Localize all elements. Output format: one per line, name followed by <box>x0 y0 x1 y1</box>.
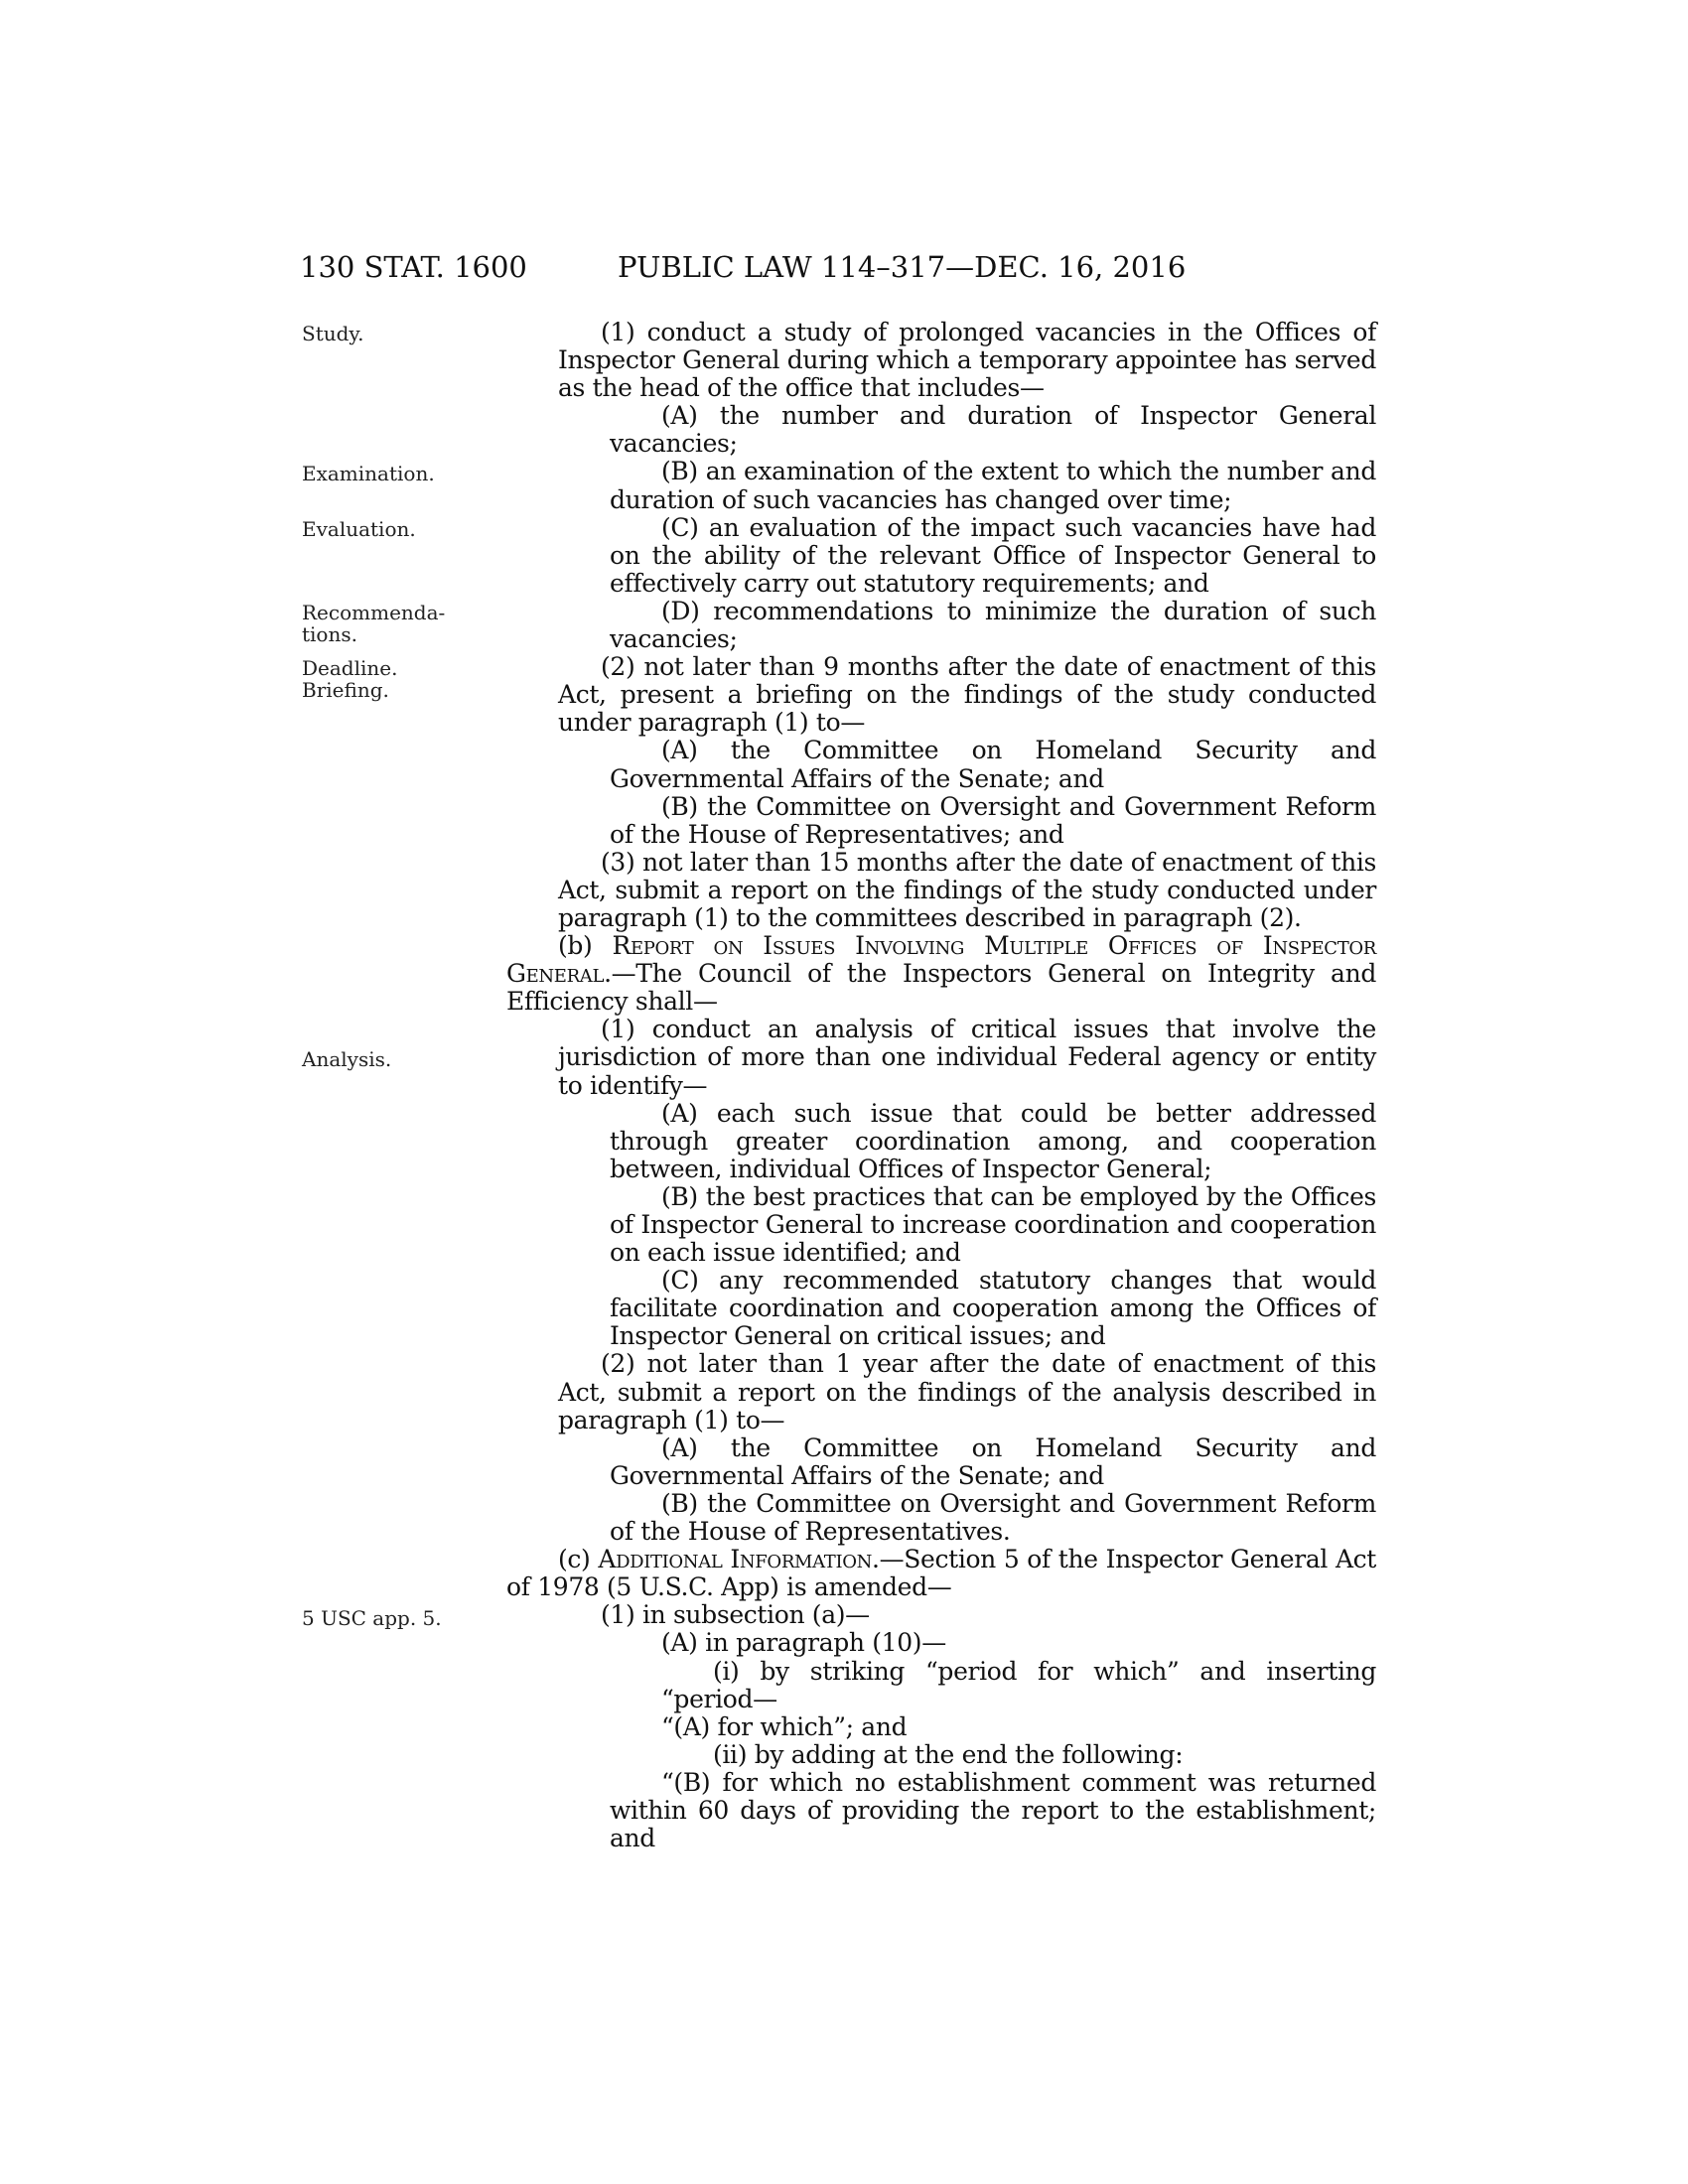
margin-note-deadline: Deadline. <box>302 656 398 680</box>
subsection-c-heading: Additional Information <box>598 1545 873 1574</box>
paragraph-a1: (1) conduct a study of prolonged vacancies in the Offices of Inspector General during which a temporary appointee has served as the head of the office that includes— <box>558 318 1376 403</box>
page-title: PUBLIC LAW 114–317—DEC. 16, 2016 <box>618 250 1187 284</box>
clause-c1-A-ii: (ii) by adding at the end the following: <box>713 1739 1184 1769</box>
margin-note-examination: Examination. <box>302 462 435 485</box>
margin-note-evaluation: Evaluation. <box>302 517 416 541</box>
subparagraph-b2-A: (A) the Committee on Homeland Security and Governmental Affairs of the Senate; and <box>610 1433 1376 1490</box>
subsection-b-heading: Report on Issues Involving Multiple Offices of Inspector General <box>506 931 1376 989</box>
statute-body <box>506 319 1376 1852</box>
subparagraph-b1-C: (C) any recommended statutory changes that would facilitate coordination and cooperation among the Offices of Inspector General on critical issues; and <box>610 1266 1376 1351</box>
subparagraph-a1-A: (A) the number and duration of Inspector General vacancies; <box>610 401 1376 459</box>
paragraph-b2: (2) not later than 1 year after the date of enactment of this Act, submit a report on the findings of the analysis described in paragraph (1) to— <box>558 1349 1376 1434</box>
quoted-subparagraph-B: “(B) for which no establishment comment was returned within 60 days of providing the report to the establishment; and <box>610 1767 1376 1853</box>
margin-note-recommendations-2: tions. <box>302 622 357 646</box>
subsection-b-text: .—The Council of the Inspectors General on Integrity and Efficiency shall— <box>506 959 1376 1017</box>
paragraph-a2: (2) not later than 9 months after the date of enactment of this Act, present a briefing on the findings of the study conducted under paragraph (1) to— <box>558 652 1376 738</box>
margin-note-recommendations-1: Recommenda- <box>302 601 446 624</box>
margin-note-study: Study. <box>302 322 364 345</box>
subsection-c-lead: (c) <box>558 1545 599 1574</box>
paragraph-b1: (1) conduct an analysis of critical issues that involve the jurisdiction of more than one individual Federal agency or entity to identify— <box>558 1015 1376 1100</box>
subparagraph-b1-A: (A) each such issue that could be better addressed through greater coordination among, and cooperation between, individual Offices of Inspector General; <box>610 1098 1376 1183</box>
margin-note-briefing: Briefing. <box>302 678 389 702</box>
subsection-c <box>506 1546 1376 1601</box>
subsection-b <box>506 932 1376 1016</box>
subparagraph-a1-B: (B) an examination of the extent to which the number and duration of such vacancies has changed over time; <box>610 457 1376 514</box>
subparagraph-a2-B: (B) the Committee on Oversight and Government Reform of the House of Representatives; and <box>610 791 1376 849</box>
statute-reference: 130 STAT. 1600 <box>300 250 527 284</box>
subparagraph-a1-D: (D) recommendations to minimize the duration of such vacancies; <box>610 596 1376 654</box>
quoted-subparagraph-A: “(A) for which”; and <box>661 1711 908 1741</box>
subparagraph-b2-B: (B) the Committee on Oversight and Government Reform of the House of Representatives. <box>610 1488 1376 1547</box>
subparagraph-a1-C: (C) an evaluation of the impact such vacancies have had on the ability of the relevant Office of Inspector General to effectively carry out statutory requirements; and <box>610 512 1376 598</box>
subparagraph-c1-A: (A) in paragraph (10)— <box>661 1628 946 1658</box>
paragraph-c1: (1) in subsection (a)— <box>601 1600 870 1630</box>
subsection-c-text: .—Section 5 of the Inspector General Act of 1978 (5 U.S.C. App) is amended— <box>506 1545 1376 1602</box>
margin-note-analysis: Analysis. <box>302 1047 392 1071</box>
subparagraph-a2-A: (A) the Committee on Homeland Security and Governmental Affairs of the Senate; and <box>610 736 1376 793</box>
paragraph-a3: (3) not later than 15 months after the date of enactment of this Act, submit a report on the findings of the study conducted under paragraph (1) to the committees described in paragraph (2). <box>558 847 1376 932</box>
clause-c1-A-i: (i) by striking “period for which” and inserting “period— <box>661 1656 1376 1713</box>
margin-note-usc: 5 USC app. 5. <box>302 1606 442 1630</box>
subparagraph-b1-B: (B) the best practices that can be employed by the Offices of Inspector General to increase coordination and cooperation on each issue identified; and <box>610 1181 1376 1268</box>
subsection-b-lead: (b) <box>558 931 613 961</box>
